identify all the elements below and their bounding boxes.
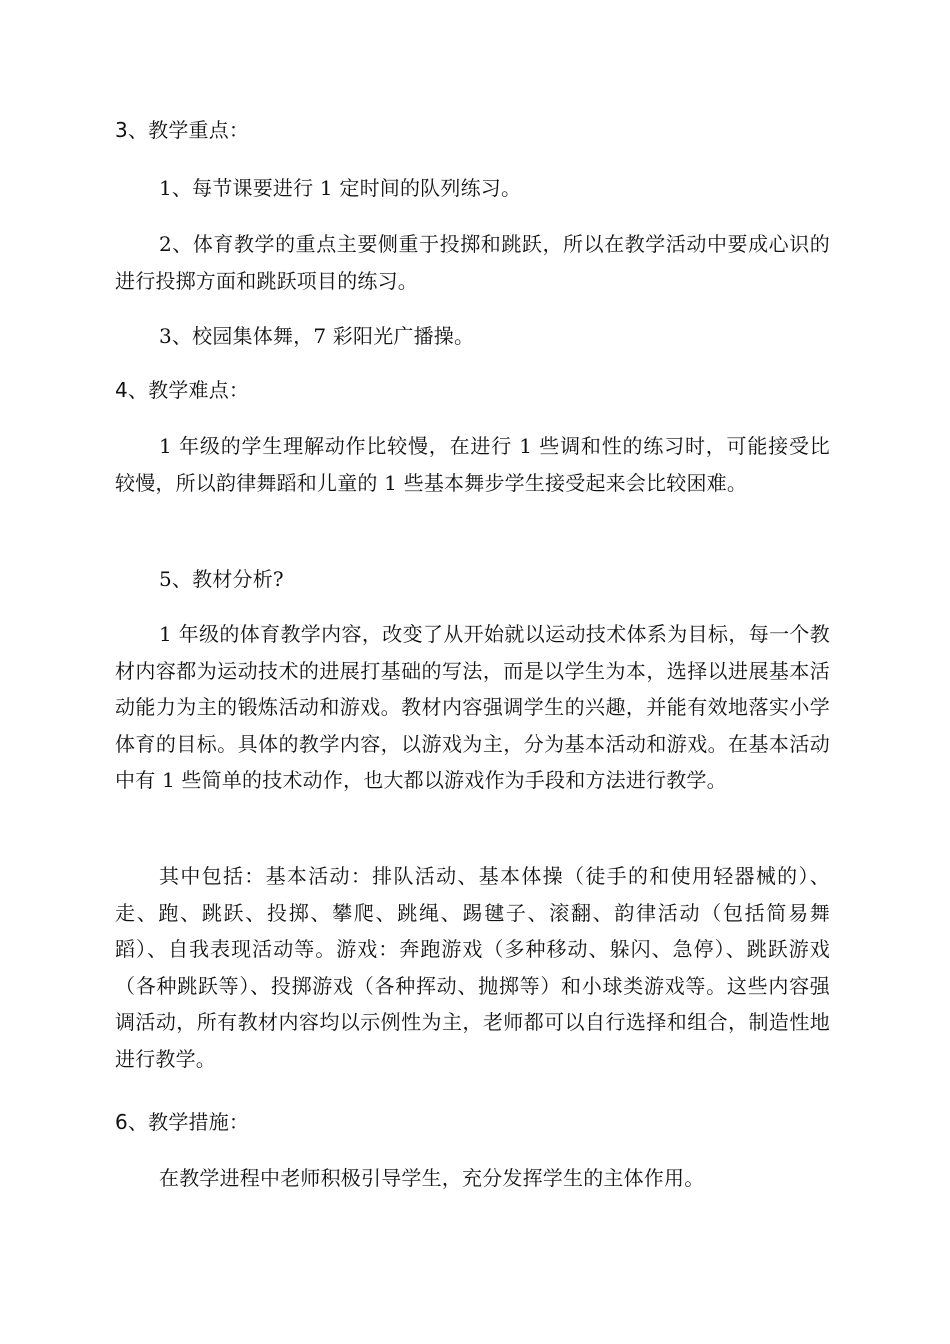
difficulty-paragraph: 1 年级的学生理解动作比较慢，在进行 1 些调和性的练习时，可能接受比较慢，所以韵律舞蹈和儿童的 1 些基本舞步学生接受起来会比较困难。 — [115, 434, 830, 495]
key-point-2: 2、体育教学的重点主要侧重于投掷和跳跃，所以在教学活动中要成心识的进行投掷方面和跳跃项目的练习。 — [115, 232, 830, 293]
measure-paragraph: 在教学进程中老师积极引导学生，充分发挥学生的主体作用。 — [159, 1166, 705, 1190]
key-point-1: 1、每节课要进行 1 定时间的队列练习。 — [159, 176, 522, 200]
analysis-paragraph-2: 其中包括：基本活动：排队活动、基本体操（徒手的和使用轻器械的）、走、跑、跳跃、投掷、攀爬、跳绳、踢毽子、滚翻、韵律活动（包括简易舞蹈）、自我表现活动等。游戏：奔跑游戏（多种移动、躲闪、急停）、跳跃游戏（各种跳跃等）、投掷游戏（各种挥动、抛掷等）和小球类游戏等。这些内容强调活动，所有教材内容均以示例性为主，老师都可以自行选择和组合，制造性地进行教学。 — [115, 864, 830, 1071]
heading-teaching-key-points: 3、教学重点： — [115, 118, 250, 142]
key-point-3: 3、校园集体舞，7 彩阳光广播操。 — [159, 324, 475, 348]
heading-teaching-difficulties: 4、教学难点： — [115, 378, 250, 402]
analysis-paragraph-1: 1 年级的体育教学内容，改变了从开始就以运动技术体系为目标，每一个教材内容都为运动技术的进展打基础的写法，而是以学生为本，选择以进展基本活动能力为主的锻炼活动和游戏。教材内容强调学生的兴趣，并能有效地落实小学体育的目标。具体的教学内容，以游戏为主，分为基本活动和游戏。在基本活动中有 1 些简单的技术动作，也大都以游戏作为手段和方法进行教学。 — [115, 622, 830, 792]
heading-teaching-measures: 6、教学措施： — [115, 1110, 250, 1134]
heading-material-analysis: 5、教材分析? — [159, 567, 284, 591]
